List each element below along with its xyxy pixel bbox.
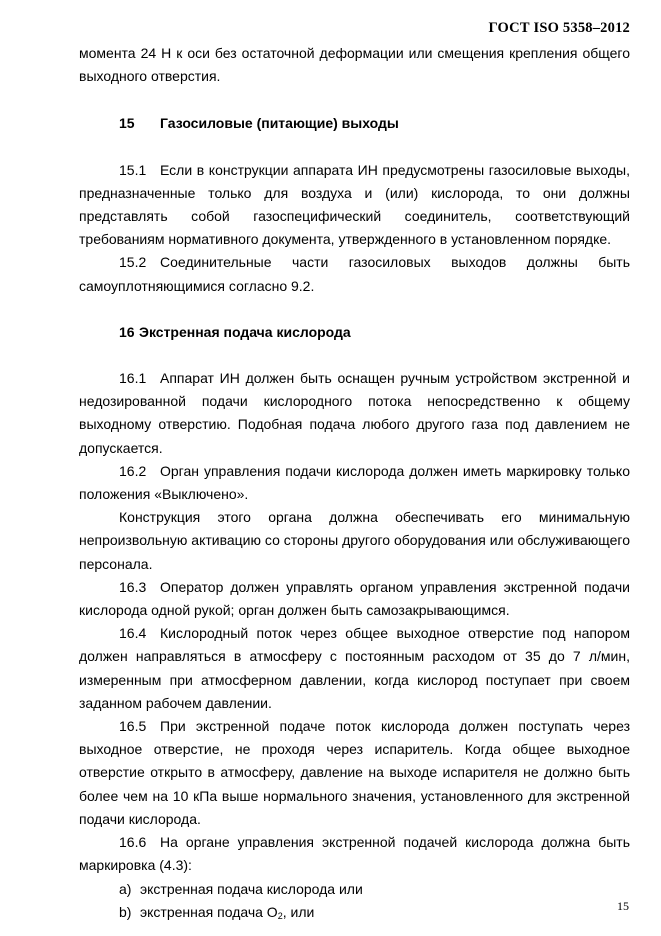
page-number: 15 — [617, 899, 629, 913]
section-16-heading — [79, 321, 630, 344]
section-15-number: 15 — [119, 115, 135, 132]
clause-15-2 — [79, 251, 630, 297]
clause-15-1-number: 15.1 — [119, 161, 147, 178]
clause-16-5 — [79, 715, 630, 831]
list-item-b-mark: b) — [119, 903, 132, 920]
clause-16-4 — [79, 622, 630, 715]
section-16-number: 16 — [119, 323, 135, 340]
clause-16-3-number: 16.3 — [119, 578, 147, 595]
clause-16-2 — [79, 460, 630, 506]
list-item-b-text-end: , или — [282, 903, 315, 920]
oxygen-subscript: 2 — [277, 910, 283, 921]
clause-16-6-text: На органе управления экстренной подачей кислорода должна быть маркировка (4.3): — [79, 834, 630, 874]
clause-15-1-text: Если в конструкции аппарата ИН предусмотрены газосиловые выходы, предназначенные только для воздуха и (или) кислорода, то они должны представлять собой газоспецифический соединитель, соответствующий требованиям нормативного документа, утвержденного в установленном порядке. — [79, 161, 630, 248]
section-16-title: Экстренная подача кислорода — [139, 323, 351, 340]
clause-16-6-number: 16.6 — [119, 834, 147, 851]
clause-16-6 — [79, 831, 630, 877]
clause-16-2-text: Орган управления подачи кислорода должен иметь маркировку только положения «Выключено». — [79, 462, 630, 503]
list-item-a — [79, 878, 630, 901]
list-item-b — [79, 901, 630, 924]
clause-15-1 — [79, 159, 630, 252]
list-item-b-text: экстренная подача O — [140, 903, 278, 920]
clause-16-2-number: 16.2 — [119, 462, 147, 479]
clause-15-2-text: Соединительные части газосиловых выходов должны быть самоуплотняющимися согласно 9.2. — [79, 254, 630, 294]
document-body — [79, 42, 630, 924]
clause-16-4-number: 16.4 — [119, 625, 147, 642]
clause-16-5-text: При экстренной подаче поток кислорода должен поступать через выходное отверстие, не проходя через испаритель. Когда общее выходное отверстие открыто в атмосферу, давление на выходе испарителя не должно быть более чем на 10 кПа выше нормального значения, установленного для экстренной подачи кислорода. — [79, 718, 630, 827]
clause-16-3-text: Оператор должен управлять органом управления экстренной подачи кислорода одной рукой; орган должен быть самозакрывающимся. — [79, 578, 630, 619]
clause-16-2-design: Конструкция этого органа должна обеспечивать его минимальную непроизвольную активацию со стороны другого оборудования или обслуживающего персонала. — [79, 509, 630, 572]
list-item-a-mark: a) — [119, 880, 132, 897]
list-item-a-text: экстренная подача кислорода или — [140, 880, 363, 897]
clause-16-1 — [79, 367, 630, 460]
document-header: ГОСТ ISO 5358–2012 — [488, 20, 630, 36]
clause-16-3 — [79, 576, 630, 622]
clause-16-5-number: 16.5 — [119, 718, 147, 735]
section-15-heading — [79, 112, 630, 135]
continuation-paragraph: момента 24 Н к оси без остаточной деформации или смещения крепления общего выходного отверстия. — [79, 45, 630, 85]
clause-16-1-text: Аппарат ИН должен быть оснащен ручным устройством экстренной и недозированной подачи кислородного потока непосредственно к общему выходному отверстию. Подобная подача любого другого газа под давлением не допускается. — [79, 370, 630, 456]
section-15-title: Газосиловые (питающие) выходы — [160, 115, 399, 132]
clause-16-1-number: 16.1 — [119, 370, 147, 387]
clause-15-2-number: 15.2 — [119, 254, 147, 271]
clause-16-4-text: Кислородный поток через общее выходное отверстие под напором должен направляться в атмосферу с постоянным расходом от 35 до 7 л/мин, измеренным при атмосферном давлении, когда кислород поступает при своем заданном рабочем давлении. — [79, 625, 630, 711]
